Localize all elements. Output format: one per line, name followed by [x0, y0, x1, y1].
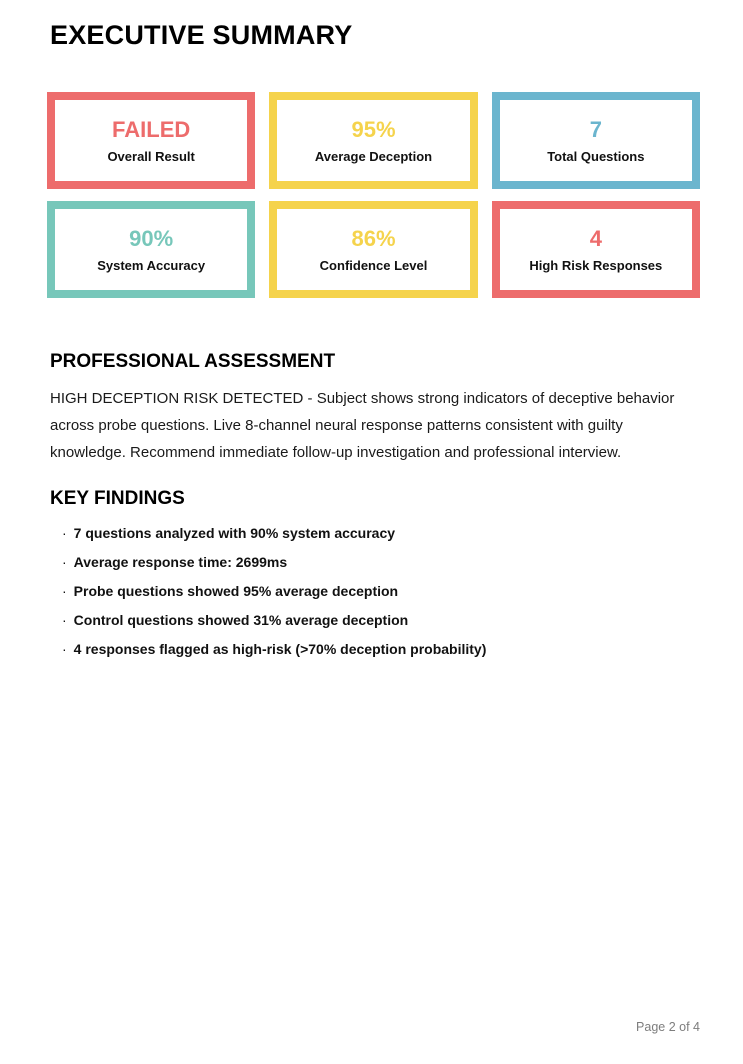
stat-value: 7	[589, 116, 602, 142]
stat-card	[492, 92, 700, 189]
stat-cards-grid	[47, 92, 700, 298]
stat-label: Average Deception	[314, 148, 433, 164]
stat-label: Confidence Level	[319, 257, 428, 273]
stat-label: Total Questions	[547, 148, 645, 164]
stat-card	[492, 201, 700, 298]
stat-label: Overall Result	[107, 148, 195, 164]
stat-label: High Risk Responses	[529, 257, 663, 273]
stat-card	[269, 201, 477, 298]
page-number: Page 2 of 4	[636, 1020, 700, 1034]
stat-value: 86%	[351, 225, 396, 251]
stat-value: 90%	[129, 225, 174, 251]
page-title: EXECUTIVE SUMMARY	[50, 20, 353, 50]
finding-item: · Control questions showed 31% average deception	[62, 610, 695, 630]
stat-card	[269, 92, 477, 189]
stat-card	[47, 201, 255, 298]
finding-item: · 4 responses flagged as high-risk (>70% deception probability)	[62, 639, 695, 659]
finding-item: · 7 questions analyzed with 90% system accuracy	[62, 523, 695, 543]
stat-label: System Accuracy	[97, 257, 206, 273]
stat-value: 4	[589, 225, 602, 251]
findings-heading: KEY FINDINGS	[50, 488, 185, 509]
stat-card	[47, 92, 255, 189]
assessment-body: HIGH DECEPTION RISK DETECTED - Subject shows strong indicators of deceptive behavior across probe questions. Live 8-channel neural response patterns consistent with guilty knowledge. Recommend immediate follow-up investigation and professional interview.	[50, 390, 675, 461]
finding-item: · Probe questions showed 95% average deception	[62, 581, 695, 601]
stat-value: 95%	[351, 116, 396, 142]
finding-item: · Average response time: 2699ms	[62, 552, 695, 572]
findings-list	[0, 523, 695, 659]
stat-value: FAILED	[112, 116, 191, 142]
assessment-heading: PROFESSIONAL ASSESSMENT	[50, 351, 336, 372]
